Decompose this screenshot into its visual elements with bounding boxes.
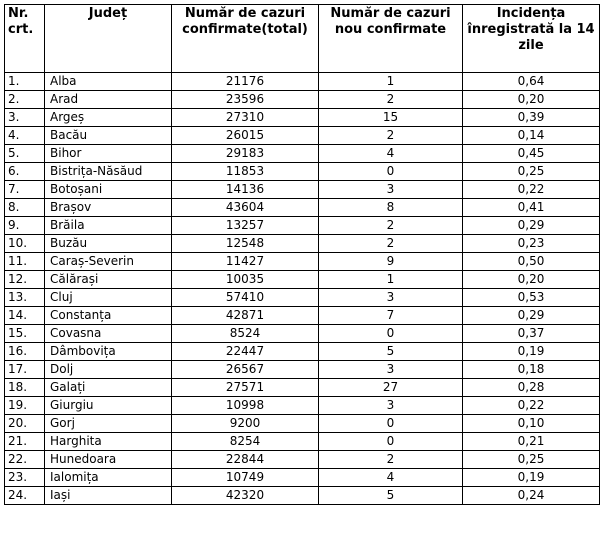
new-cases: 1 [319, 271, 463, 289]
incidence-rate: 0,28 [463, 379, 600, 397]
row-number: 2. [5, 91, 45, 109]
table-row [5, 289, 600, 307]
new-cases: 8 [319, 199, 463, 217]
row-number: 14. [5, 307, 45, 325]
county-name: Argeș [45, 109, 172, 127]
total-cases: 43604 [172, 199, 319, 217]
header-incidence: Incidența înregistrată la 14 zile [463, 5, 600, 73]
county-name: Dâmbovița [45, 343, 172, 361]
total-cases: 10998 [172, 397, 319, 415]
county-name: Ialomița [45, 469, 172, 487]
row-number: 10. [5, 235, 45, 253]
table-row [5, 235, 600, 253]
incidence-rate: 0,50 [463, 253, 600, 271]
county-name: Botoșani [45, 181, 172, 199]
table-row [5, 73, 600, 91]
county-name: Bihor [45, 145, 172, 163]
county-name: Arad [45, 91, 172, 109]
table-row [5, 307, 600, 325]
table-body [5, 73, 600, 505]
table-row [5, 325, 600, 343]
total-cases: 42871 [172, 307, 319, 325]
table-row [5, 361, 600, 379]
table-row [5, 127, 600, 145]
table-row [5, 433, 600, 451]
row-number: 19. [5, 397, 45, 415]
total-cases: 9200 [172, 415, 319, 433]
table-header [5, 5, 600, 73]
incidence-rate: 0,20 [463, 271, 600, 289]
total-cases: 21176 [172, 73, 319, 91]
row-number: 12. [5, 271, 45, 289]
header-row [5, 5, 600, 73]
new-cases: 0 [319, 433, 463, 451]
covid-county-table [4, 4, 600, 505]
total-cases: 22447 [172, 343, 319, 361]
total-cases: 26567 [172, 361, 319, 379]
incidence-rate: 0,37 [463, 325, 600, 343]
new-cases: 2 [319, 91, 463, 109]
incidence-rate: 0,29 [463, 307, 600, 325]
county-name: Bistrița-Năsăud [45, 163, 172, 181]
county-name: Călărași [45, 271, 172, 289]
county-name: Buzău [45, 235, 172, 253]
incidence-rate: 0,19 [463, 343, 600, 361]
row-number: 21. [5, 433, 45, 451]
incidence-rate: 0,25 [463, 163, 600, 181]
total-cases: 27571 [172, 379, 319, 397]
county-name: Harghita [45, 433, 172, 451]
incidence-rate: 0,14 [463, 127, 600, 145]
total-cases: 10035 [172, 271, 319, 289]
table-row [5, 451, 600, 469]
incidence-rate: 0,23 [463, 235, 600, 253]
county-name: Covasna [45, 325, 172, 343]
row-number: 11. [5, 253, 45, 271]
row-number: 9. [5, 217, 45, 235]
table-row [5, 91, 600, 109]
row-number: 8. [5, 199, 45, 217]
table-row [5, 181, 600, 199]
incidence-rate: 0,41 [463, 199, 600, 217]
table-row [5, 145, 600, 163]
county-name: Galați [45, 379, 172, 397]
table-row [5, 379, 600, 397]
incidence-rate: 0,45 [463, 145, 600, 163]
incidence-rate: 0,53 [463, 289, 600, 307]
row-number: 3. [5, 109, 45, 127]
incidence-rate: 0,22 [463, 181, 600, 199]
incidence-rate: 0,10 [463, 415, 600, 433]
new-cases: 2 [319, 217, 463, 235]
incidence-rate: 0,18 [463, 361, 600, 379]
incidence-rate: 0,29 [463, 217, 600, 235]
table-row [5, 343, 600, 361]
new-cases: 1 [319, 73, 463, 91]
county-name: Iași [45, 487, 172, 505]
incidence-rate: 0,20 [463, 91, 600, 109]
new-cases: 3 [319, 289, 463, 307]
county-name: Alba [45, 73, 172, 91]
new-cases: 5 [319, 343, 463, 361]
total-cases: 26015 [172, 127, 319, 145]
row-number: 23. [5, 469, 45, 487]
new-cases: 0 [319, 325, 463, 343]
new-cases: 15 [319, 109, 463, 127]
total-cases: 27310 [172, 109, 319, 127]
total-cases: 13257 [172, 217, 319, 235]
header-nr: Nr. crt. [5, 5, 45, 73]
new-cases: 3 [319, 397, 463, 415]
incidence-rate: 0,64 [463, 73, 600, 91]
row-number: 22. [5, 451, 45, 469]
row-number: 7. [5, 181, 45, 199]
total-cases: 57410 [172, 289, 319, 307]
total-cases: 10749 [172, 469, 319, 487]
county-name: Constanța [45, 307, 172, 325]
total-cases: 22844 [172, 451, 319, 469]
table-row [5, 109, 600, 127]
table-row [5, 397, 600, 415]
new-cases: 0 [319, 415, 463, 433]
new-cases: 3 [319, 361, 463, 379]
row-number: 17. [5, 361, 45, 379]
table-row [5, 163, 600, 181]
row-number: 4. [5, 127, 45, 145]
new-cases: 27 [319, 379, 463, 397]
total-cases: 23596 [172, 91, 319, 109]
new-cases: 7 [319, 307, 463, 325]
table-row [5, 469, 600, 487]
total-cases: 14136 [172, 181, 319, 199]
county-name: Giurgiu [45, 397, 172, 415]
new-cases: 3 [319, 181, 463, 199]
row-number: 6. [5, 163, 45, 181]
county-name: Dolj [45, 361, 172, 379]
row-number: 24. [5, 487, 45, 505]
total-cases: 8524 [172, 325, 319, 343]
new-cases: 4 [319, 469, 463, 487]
incidence-rate: 0,22 [463, 397, 600, 415]
row-number: 1. [5, 73, 45, 91]
new-cases: 2 [319, 451, 463, 469]
table-row [5, 487, 600, 505]
total-cases: 11853 [172, 163, 319, 181]
row-number: 13. [5, 289, 45, 307]
row-number: 20. [5, 415, 45, 433]
new-cases: 2 [319, 127, 463, 145]
county-name: Caraș-Severin [45, 253, 172, 271]
incidence-rate: 0,19 [463, 469, 600, 487]
total-cases: 29183 [172, 145, 319, 163]
row-number: 15. [5, 325, 45, 343]
incidence-rate: 0,39 [463, 109, 600, 127]
total-cases: 42320 [172, 487, 319, 505]
row-number: 18. [5, 379, 45, 397]
county-name: Hunedoara [45, 451, 172, 469]
county-name: Gorj [45, 415, 172, 433]
new-cases: 0 [319, 163, 463, 181]
header-new-cases: Număr de cazuri nou confirmate [319, 5, 463, 73]
table-row [5, 271, 600, 289]
county-name: Bacău [45, 127, 172, 145]
new-cases: 4 [319, 145, 463, 163]
row-number: 5. [5, 145, 45, 163]
new-cases: 2 [319, 235, 463, 253]
county-name: Cluj [45, 289, 172, 307]
new-cases: 9 [319, 253, 463, 271]
table-row [5, 199, 600, 217]
total-cases: 12548 [172, 235, 319, 253]
incidence-rate: 0,25 [463, 451, 600, 469]
row-number: 16. [5, 343, 45, 361]
table-row [5, 253, 600, 271]
county-name: Brașov [45, 199, 172, 217]
header-total-cases: Număr de cazuri confirmate(total) [172, 5, 319, 73]
header-county: Județ [45, 5, 172, 73]
county-name: Brăila [45, 217, 172, 235]
total-cases: 11427 [172, 253, 319, 271]
table-row [5, 415, 600, 433]
incidence-rate: 0,24 [463, 487, 600, 505]
new-cases: 5 [319, 487, 463, 505]
incidence-rate: 0,21 [463, 433, 600, 451]
table-row [5, 217, 600, 235]
total-cases: 8254 [172, 433, 319, 451]
